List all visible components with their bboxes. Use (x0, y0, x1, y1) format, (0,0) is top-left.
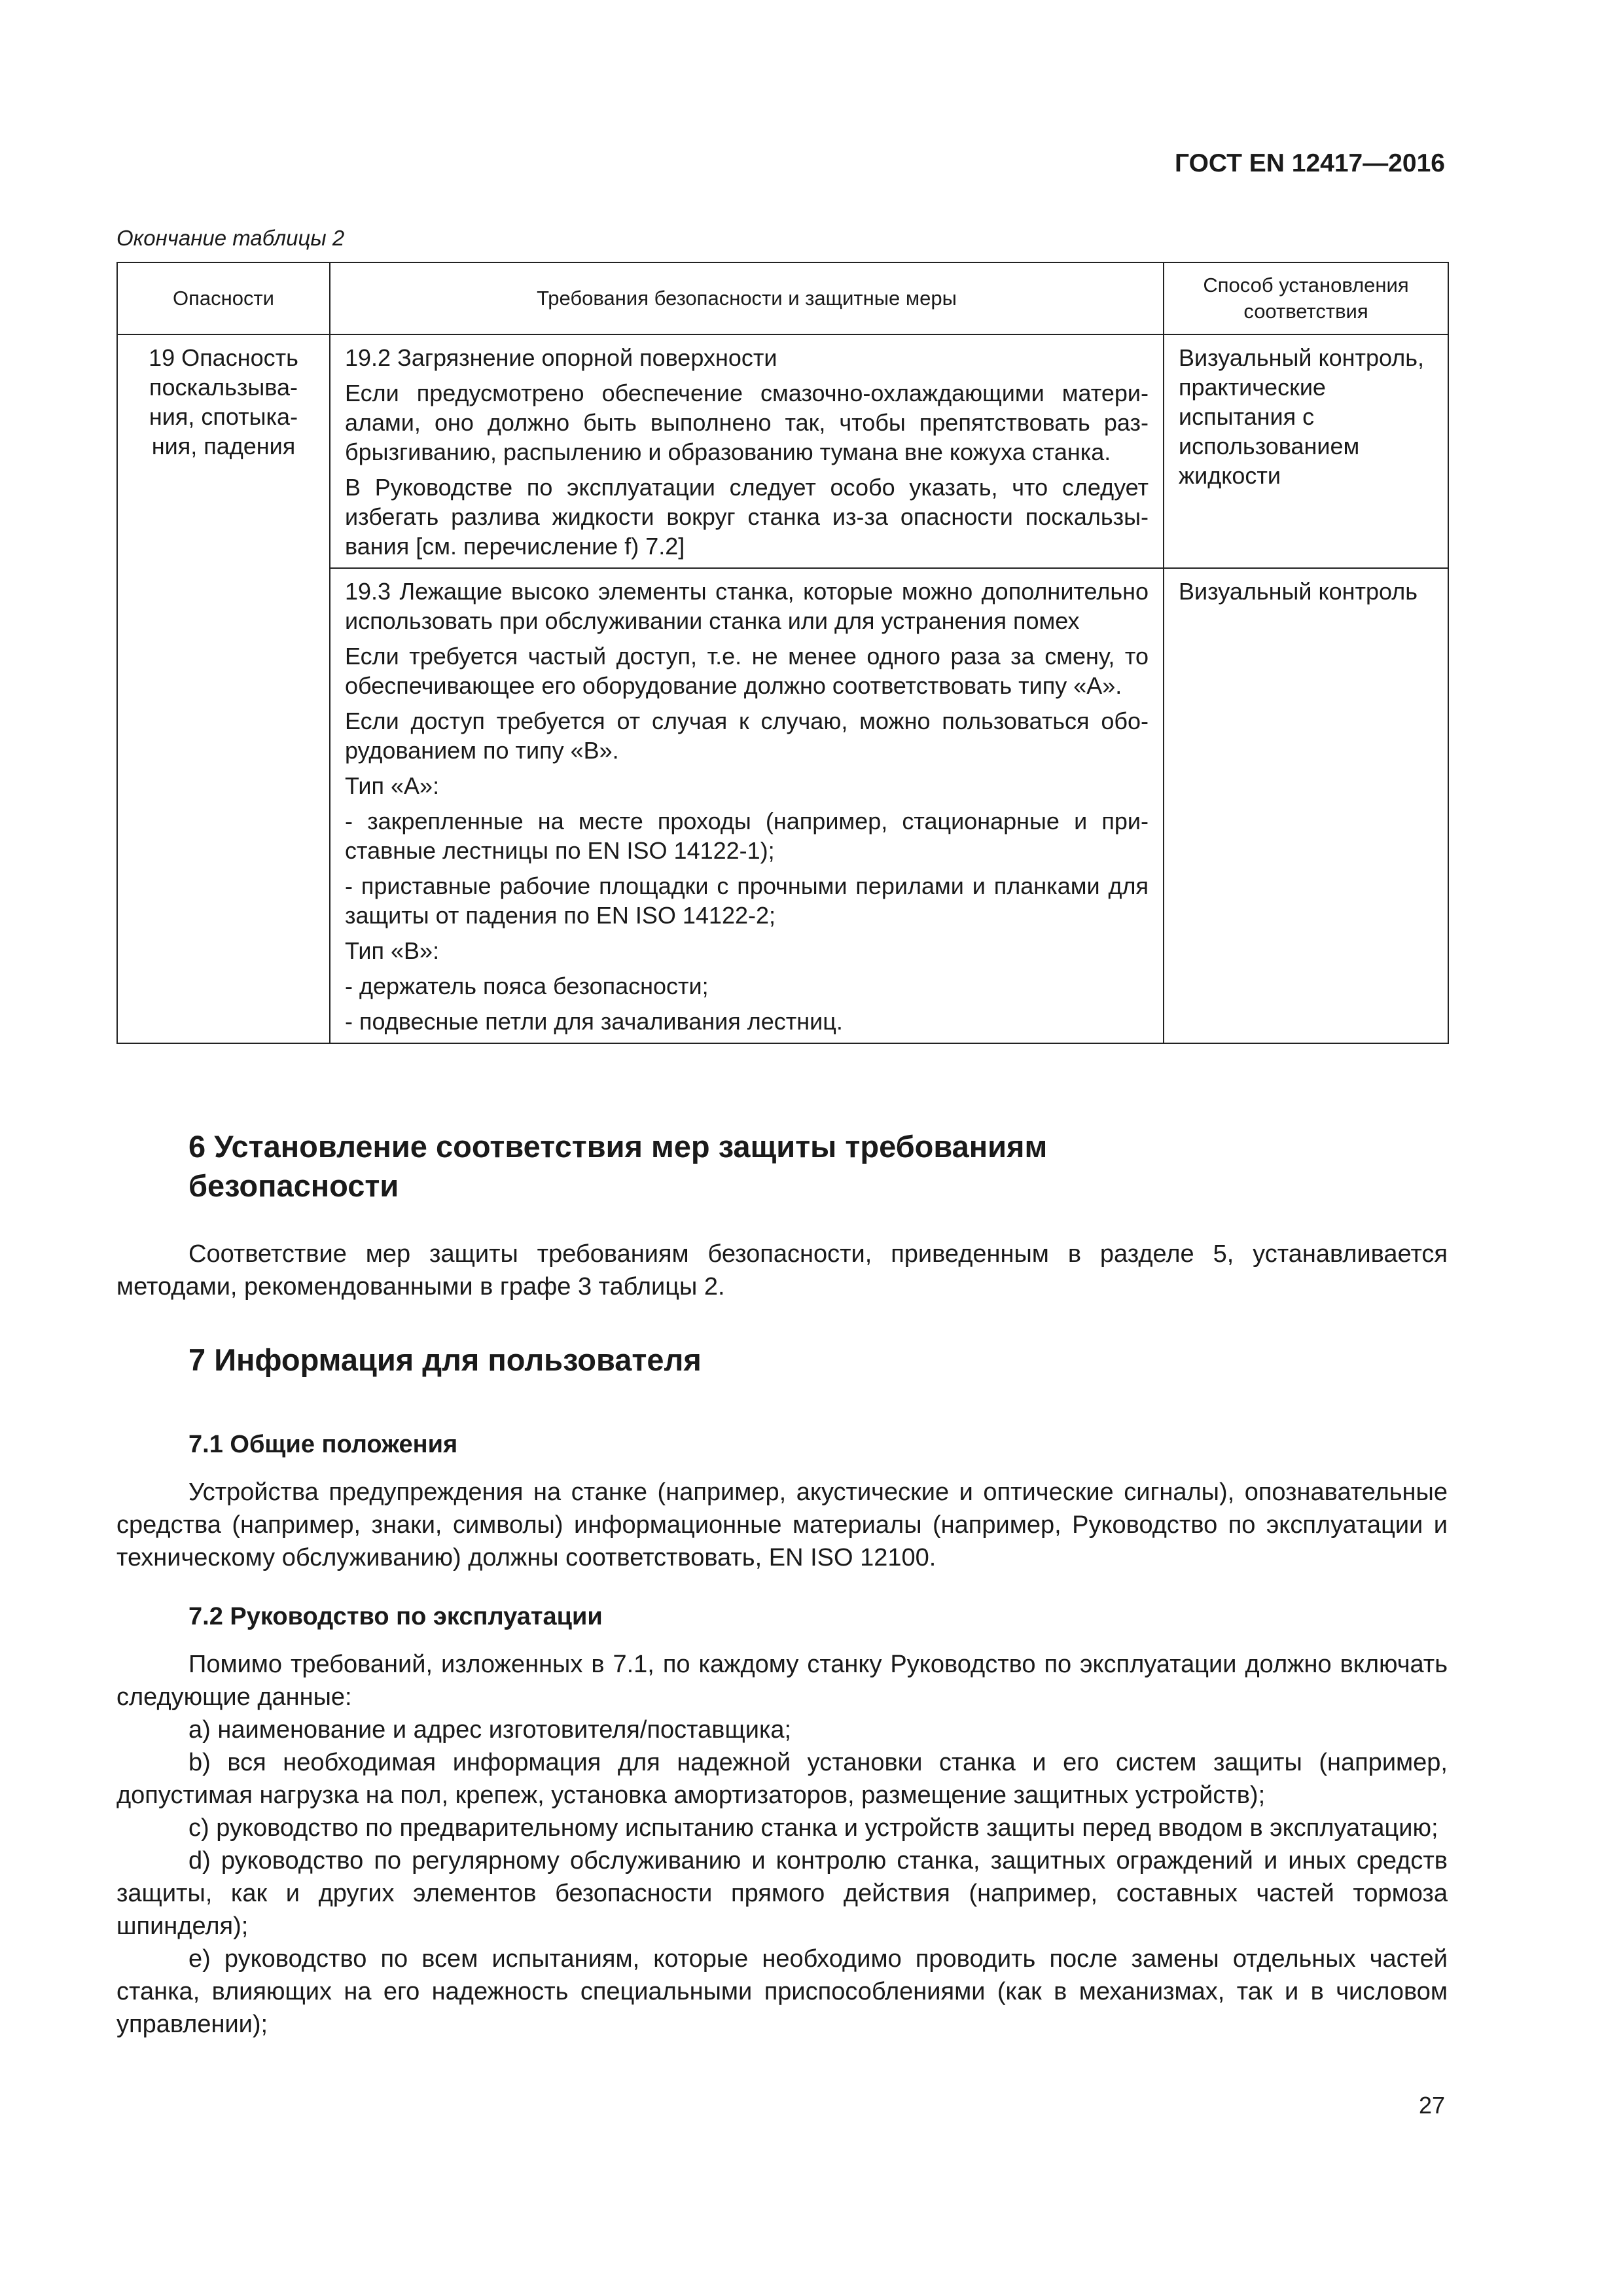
requirements-cell (330, 568, 1164, 1043)
table-row (117, 334, 1448, 568)
method-cell (1164, 568, 1448, 1043)
subsection-7-1-text (116, 1476, 1448, 1574)
hazard-cell (117, 334, 330, 1043)
requirement-heading: 19.3 Лежащие высоко элементы станка, которые можно дополнительно использовать при обслуживании станка или для устранения помех (345, 578, 1149, 634)
paragraph: Устройства предупреждения на станке (например, акустические и оптические сигналы), опознавательные средства (например, знаки, символы) информационные материалы (например, Руководство по эксплуатации и техническому обслуживанию) должны соответствовать, EN ISO 12100. (116, 1479, 1448, 1571)
requirement-list-item: - приставные рабочие площадки с прочными перилами и планками для защиты от падения по EN ISO 14122-2; (345, 872, 1149, 929)
requirement-paragraph: Если требуется частый доступ, т.е. не менее одного раза за смену, то обеспечивающее его оборудование должно соответствовать типу «А». (345, 643, 1149, 699)
paragraph: Помимо требований, изложенных в 7.1, по каждому станку Руководство по эксплуатации должно включать следующие данные: (116, 1651, 1448, 1711)
requirement-paragraph: Если доступ требуется от случая к случаю, можно пользоваться оборудованием по типу «В». (345, 708, 1149, 764)
requirement-list-item: - подвесные петли для зачаливания лестниц. (345, 1008, 843, 1035)
paragraph: Соответствие мер защиты требованиям безопасности, приведенным в разделе 5, устанавливается методами, рекомендованными в графе 3 таблицы 2. (116, 1240, 1448, 1300)
list-item: a) наименование и адрес изготовителя/поставщика; (188, 1716, 792, 1744)
page-number: 27 (1418, 2092, 1445, 2119)
section-6-title (188, 1127, 1047, 1206)
section-6-title-line1: 6 Установление соответствия мер защиты требованиям (188, 1129, 1048, 1164)
table-caption: Окончание таблицы 2 (116, 226, 345, 250)
subsection-7-2-title: 7.2 Руководство по эксплуатации (188, 1603, 603, 1630)
column-header-method: Способ установления соответствия (1164, 262, 1448, 334)
list-item: c) руководство по предварительному испытанию станка и устройств защиты перед вводом в эксплуатацию; (188, 1814, 1438, 1842)
requirement-list-item: - держатель пояса безопасности; (345, 973, 709, 999)
document-code: ГОСТ EN 12417—2016 (1174, 149, 1445, 177)
requirement-paragraph: В Руководстве по эксплуатации следует особо указать, что следует избегать разлива жидкости вокруг станка из-за опасности поскальзывания [см. перечисление f) 7.2] (345, 474, 1149, 560)
hazard-text: 19 Опасность поскальзывания, спотыкания, падения (149, 344, 298, 459)
requirements-cell (330, 334, 1164, 568)
section-6-title-line2: безопасности (188, 1168, 399, 1203)
requirement-list-item: - закрепленные на месте проходы (например, стационарные и приставные лестницы по EN ISO 14122-1); (345, 808, 1149, 864)
method-text: Визуальный контроль, практические испытания с использованием жидкости (1179, 344, 1425, 489)
method-cell (1164, 334, 1448, 568)
subsection-7-1-title: 7.1 Общие положения (188, 1431, 458, 1458)
requirement-paragraph: Тип «А»: (345, 772, 440, 799)
list-item: b) вся необходимая информация для надежной установки станка и его систем защиты (например, допустимая нагрузка на пол, крепеж, установка амортизаторов, размещение защитных устройств); (116, 1749, 1448, 1809)
subsection-7-2-text (116, 1648, 1448, 2041)
column-header-hazards: Опасности (117, 262, 330, 334)
requirements-table (116, 262, 1449, 1044)
list-item: d) руководство по регулярному обслуживанию и контролю станка, защитных ограждений и иных средств защиты, как и других элементов безопасности прямого действия (например, составных частей тормоза шпинделя); (116, 1847, 1448, 1940)
requirement-paragraph: Если предусмотрено обеспечение смазочно-охлаждающими материалами, оно должно быть выполнено так, чтобы препятствовать разбрызгиванию, распылению и образованию тумана вне кожуха станка. (345, 380, 1149, 465)
column-header-requirements: Требования безопасности и защитные меры (330, 262, 1164, 334)
section-7-title: 7 Информация для пользователя (188, 1342, 702, 1377)
table-header-row (117, 262, 1448, 334)
requirement-paragraph: Тип «В»: (345, 937, 440, 964)
list-item: e) руководство по всем испытаниям, которые необходимо проводить после замены отдельных частей станка, влияющих на его надежность специальными приспособлениями (как в механизмах, так и в числовом управлении); (116, 1945, 1448, 2038)
requirement-heading: 19.2 Загрязнение опорной поверхности (345, 344, 777, 371)
method-text: Визуальный контроль (1179, 578, 1418, 605)
section-6-text (116, 1238, 1448, 1303)
